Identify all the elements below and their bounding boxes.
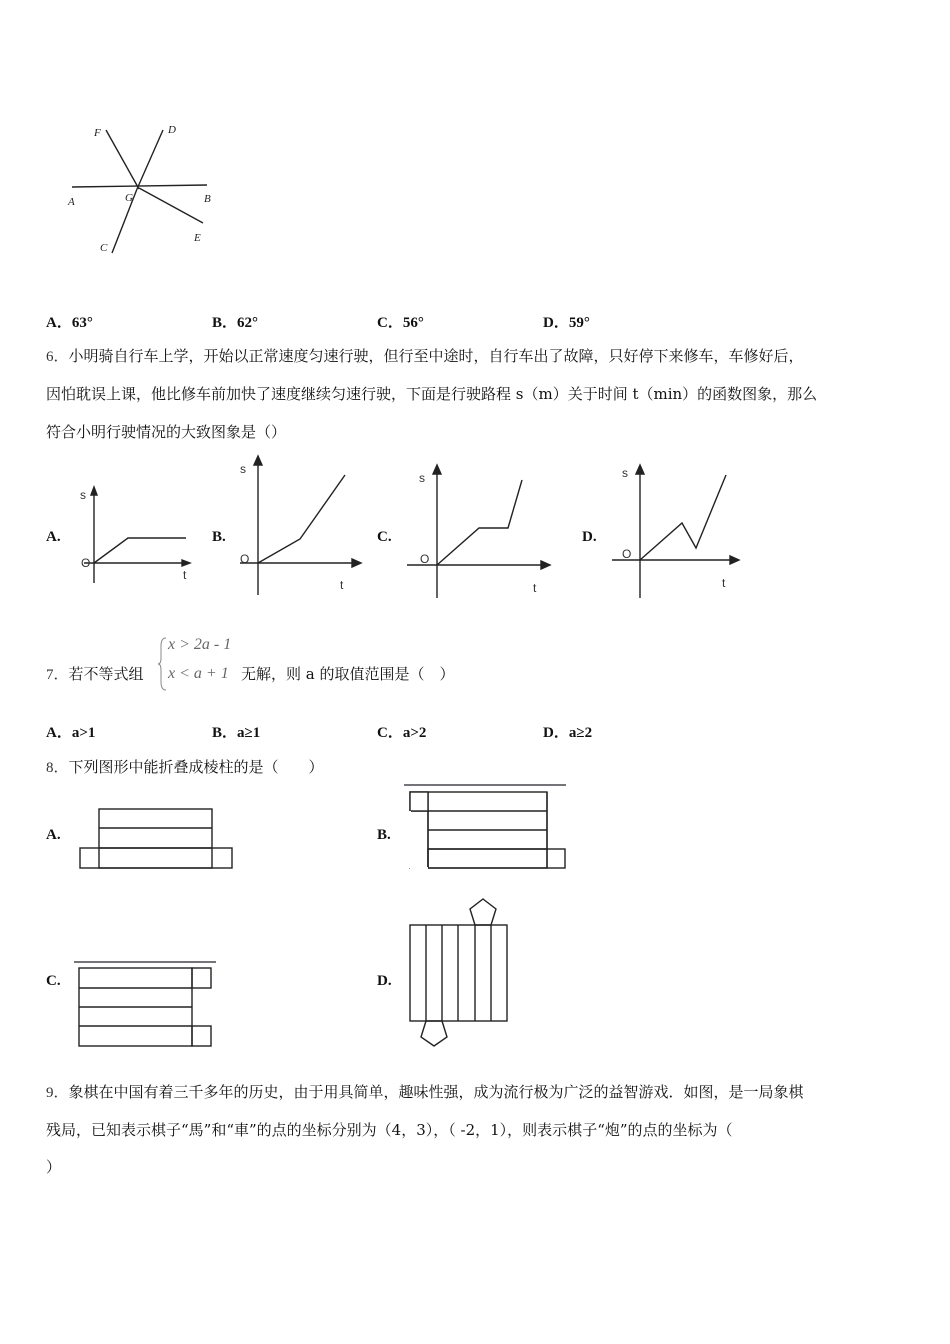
q7-inequality-2: x < a + 1 (168, 665, 229, 682)
axis-label-t: t (533, 581, 537, 595)
q6-graph-c (405, 460, 555, 600)
origin-label: O (240, 552, 250, 566)
point-label-c: C (100, 242, 108, 254)
question-number: 6． (46, 349, 69, 365)
q6-option-c-label[interactable]: C. (377, 529, 392, 545)
point-label-a: A (68, 196, 75, 208)
question-text: 若不等式组 (68, 665, 144, 683)
point-label-f: F (94, 127, 101, 139)
q8-option-b-label[interactable]: B. (377, 827, 391, 843)
option-key: A． (46, 315, 72, 331)
q6-graph-d (612, 460, 752, 600)
q7-option-a[interactable] (46, 721, 95, 742)
axis-label-s: s (419, 471, 425, 485)
question-text: 下列图形中能折叠成棱柱的是（ ） (68, 758, 324, 776)
question-number: 7． (46, 667, 69, 683)
option-value: 63° (71, 315, 93, 331)
axis-label-s: s (240, 462, 246, 476)
option-value: a≥2 (568, 725, 593, 741)
question-number: 8． (46, 760, 69, 776)
q8-net-c (72, 960, 222, 1050)
point-label-e: E (194, 232, 201, 244)
q7-option-b[interactable] (212, 721, 260, 742)
option-value: 59° (568, 315, 590, 331)
point-label-b: B (204, 193, 211, 205)
point-label-d: D (168, 124, 176, 136)
option-key: B． (212, 725, 238, 741)
option-value: a>2 (402, 725, 427, 741)
question-text: 小明骑自行车上学，开始以正常速度匀速行驶，但行至中途时，自行车出了故障，只好停下来修车，车修好后， (68, 347, 804, 365)
option-key: C． (377, 315, 403, 331)
q8-net-a (78, 808, 238, 873)
origin-label: O (420, 552, 430, 566)
q8-net-d (405, 895, 525, 1055)
q6-option-a-label[interactable]: A. (46, 529, 61, 545)
axis-label-s: s (80, 488, 86, 502)
option-key: D． (543, 315, 569, 331)
q9-line-3: ） (46, 1158, 62, 1176)
q8-stem (46, 756, 324, 777)
option-value: a≥1 (237, 725, 261, 741)
q7-option-d[interactable] (543, 721, 592, 742)
axis-label-t: t (340, 578, 344, 592)
q7-stem-suffix: 无解，则 a 的取值范围是（ ） (241, 665, 455, 683)
axis-label-t: t (722, 576, 726, 590)
q8-option-d-label[interactable]: D. (377, 973, 392, 989)
q7-stem-prefix (46, 663, 144, 684)
q5-angle-figure (60, 115, 240, 265)
q5-option-c[interactable] (377, 311, 424, 332)
q9-line-2: 残局，已知表示棋子“馬”和“車”的点的坐标分别为（4，3），（ -2，1），则表示棋子“炮”的点的坐标为（ (46, 1121, 733, 1139)
q5-option-b[interactable] (212, 311, 258, 332)
question-number: 9． (46, 1085, 69, 1101)
origin-label: O (81, 556, 91, 570)
axis-label-t: t (183, 568, 187, 582)
q6-line-2: 因怕耽误上课，他比修车前加快了速度继续匀速行驶，下面是行驶路程 s（m）关于时间 t（min）的函数图象，那么 (46, 385, 818, 403)
q6-line-3: 符合小明行驶情况的大致图象是（） (46, 423, 287, 441)
point-label-g: G (125, 192, 133, 204)
q6-graph-a (78, 483, 198, 588)
axis-label-s: s (622, 466, 628, 480)
origin-label: O (622, 547, 632, 561)
option-key: D． (543, 725, 569, 741)
q6-option-d-label[interactable]: D. (582, 529, 597, 545)
q6-graph-b (240, 453, 370, 598)
q7-option-c[interactable] (377, 721, 426, 742)
q5-option-a[interactable] (46, 311, 93, 332)
q5-option-d[interactable] (543, 311, 590, 332)
q7-inequality-1: x > 2a - 1 (168, 636, 232, 653)
q8-option-a-label[interactable]: A. (46, 827, 61, 843)
q8-option-c-label[interactable]: C. (46, 973, 61, 989)
q8-net-b (403, 783, 573, 873)
option-value: 56° (402, 315, 424, 331)
option-value: 62° (237, 315, 259, 331)
q6-option-b-label[interactable]: B. (212, 529, 226, 545)
option-key: C． (377, 725, 403, 741)
option-key: A． (46, 725, 72, 741)
question-text: 象棋在中国有着三千多年的历史，由于用具简单，趣味性强，成为流行极为广泛的益智游戏．如图，是一局象棋 (68, 1083, 804, 1101)
q6-line-1 (46, 345, 804, 366)
option-value: a>1 (71, 725, 96, 741)
q9-line-1 (46, 1081, 804, 1102)
option-key: B． (212, 315, 238, 331)
